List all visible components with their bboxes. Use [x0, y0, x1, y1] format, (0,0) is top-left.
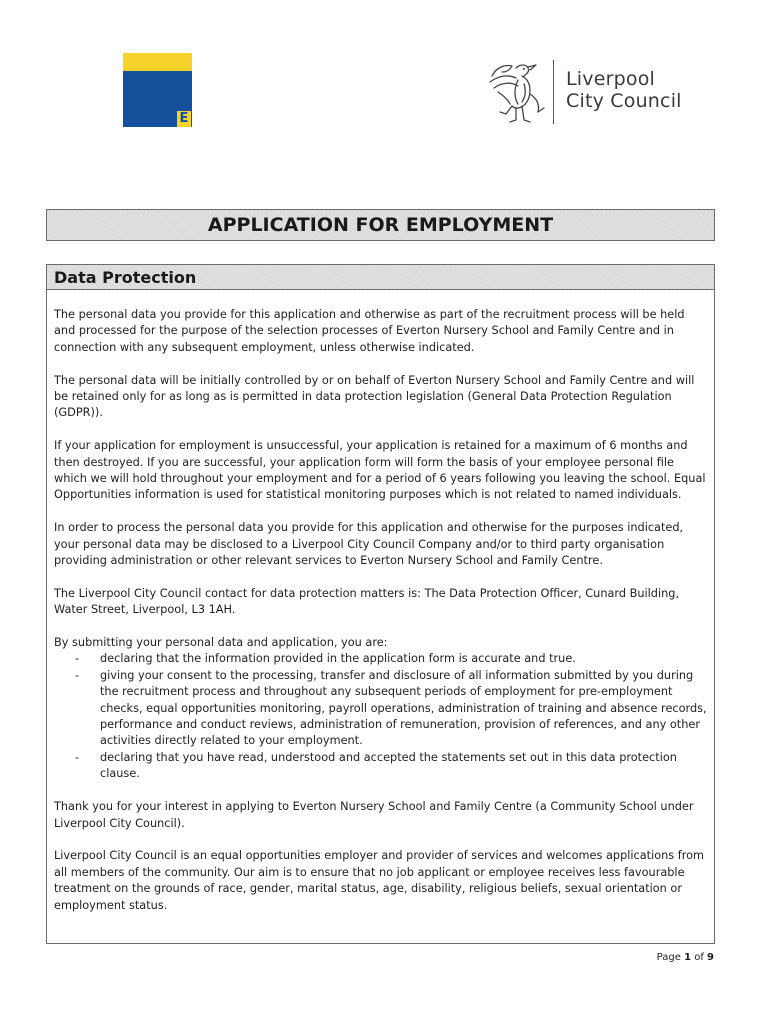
school-name: Everton Nursery School and Family Centre (a Community School under Liverpool City Council): [54, 800, 694, 830]
paragraph-5: The Liverpool City Council contact for data protection matters is: The Data Protection Officer, Cunard Building, Water Street, Liverpool, L3 1AH.: [54, 586, 680, 617]
section-body: [47, 290, 714, 914]
logo-yellow-stripe: [123, 53, 192, 71]
page-title: APPLICATION FOR EMPLOYMENT: [207, 214, 554, 236]
consent-list: [54, 651, 708, 782]
paragraph-2: The personal data will be initially controlled by or on behalf of Everton Nursery School and Family Centre and will be retained only for as long as is permitted in data protection legislation (General Data Protection Regulation (GDPR)).: [54, 373, 695, 420]
list-item: - declaring that the information provided in the application form is accurate and true.: [54, 651, 708, 667]
data-protection-section: [46, 264, 715, 944]
bullet-marker: -: [75, 668, 80, 682]
logo-letter: E: [177, 111, 191, 127]
section-heading: Data Protection: [54, 268, 197, 287]
paragraph-1: The personal data you provide for this application and otherwise as part of the recruitment process will be held and processed for the purpose of the selection processes of Everton Nursery School and Family Centre and in connection with any subsequent employment, unless otherwise indicated.: [54, 308, 685, 354]
school-name: Everton Nursery School and Family Centre: [396, 324, 636, 338]
page-total: 9: [707, 952, 714, 963]
list-item: - giving your consent to the processing, transfer and disclosure of all information submitted by you during the recruitment process and throughout any subsequent periods of employment for pre-employment checks, equal opportunities monitoring, payroll operations, administration of training and absence records, performance and conduct reviews, administration of remuneration, provision of references, and any other activities directly related to your employment.: [75, 668, 707, 748]
council-logo: [486, 56, 706, 128]
paragraph-4: In order to process the personal data you provide for this application and otherwise for the purposes indicated, your personal data may be disclosed to a Liverpool City Council Company and/or to third party organisation providing administration or other relevant services to Everton Nursery School and Family Centre.: [54, 521, 684, 568]
paragraph-6-intro: By submitting your personal data and application, you are:: [54, 636, 388, 650]
bullet-marker: -: [75, 652, 80, 666]
page-number: Page 1 of 9: [656, 952, 714, 963]
council-name: [566, 68, 682, 112]
logo-divider: [553, 60, 554, 124]
school-logo: [123, 53, 192, 127]
page-current: 1: [684, 952, 692, 963]
bullet-marker: -: [75, 750, 80, 764]
section-header: [47, 265, 714, 290]
title-bar: [46, 209, 715, 241]
paragraph-3: If your application for employment is unsuccessful, your application is retained for a maximum of 6 months and then destroyed. If you are successful, your application form will form the basis of your employee personal file which we will hold throughout your employment and for a period of 6 years following you leaving the school. Equal Opportunities information is used for statistical monitoring purposes which is not related to named individuals.: [54, 439, 706, 502]
paragraph-8: Liverpool City Council is an equal opportunities employer and provider of services and welcomes applications from all members of the community. Our aim is to ensure that no job applicant or employee receives less favourable treatment on the grounds of race, gender, marital status, age, disability, religious beliefs, sexual orientation or employment status.: [54, 849, 705, 912]
paragraph-7: Thank you for your interest in applying to Everton Nursery School and Family Centre (a Community School under Liverpool City Council).: [54, 800, 694, 830]
council-name-line-2: City Council: [566, 90, 682, 112]
liver-bird-icon: [486, 58, 548, 126]
school-name: Everton Nursery School and Family Centre: [360, 554, 600, 568]
council-name-line-1: Liverpool: [566, 68, 655, 90]
list-item: - declaring that you have read, understood and accepted the statements set out in this data protection clause.: [75, 750, 677, 781]
school-name: Everton Nursery School and Family Centre: [408, 373, 648, 387]
